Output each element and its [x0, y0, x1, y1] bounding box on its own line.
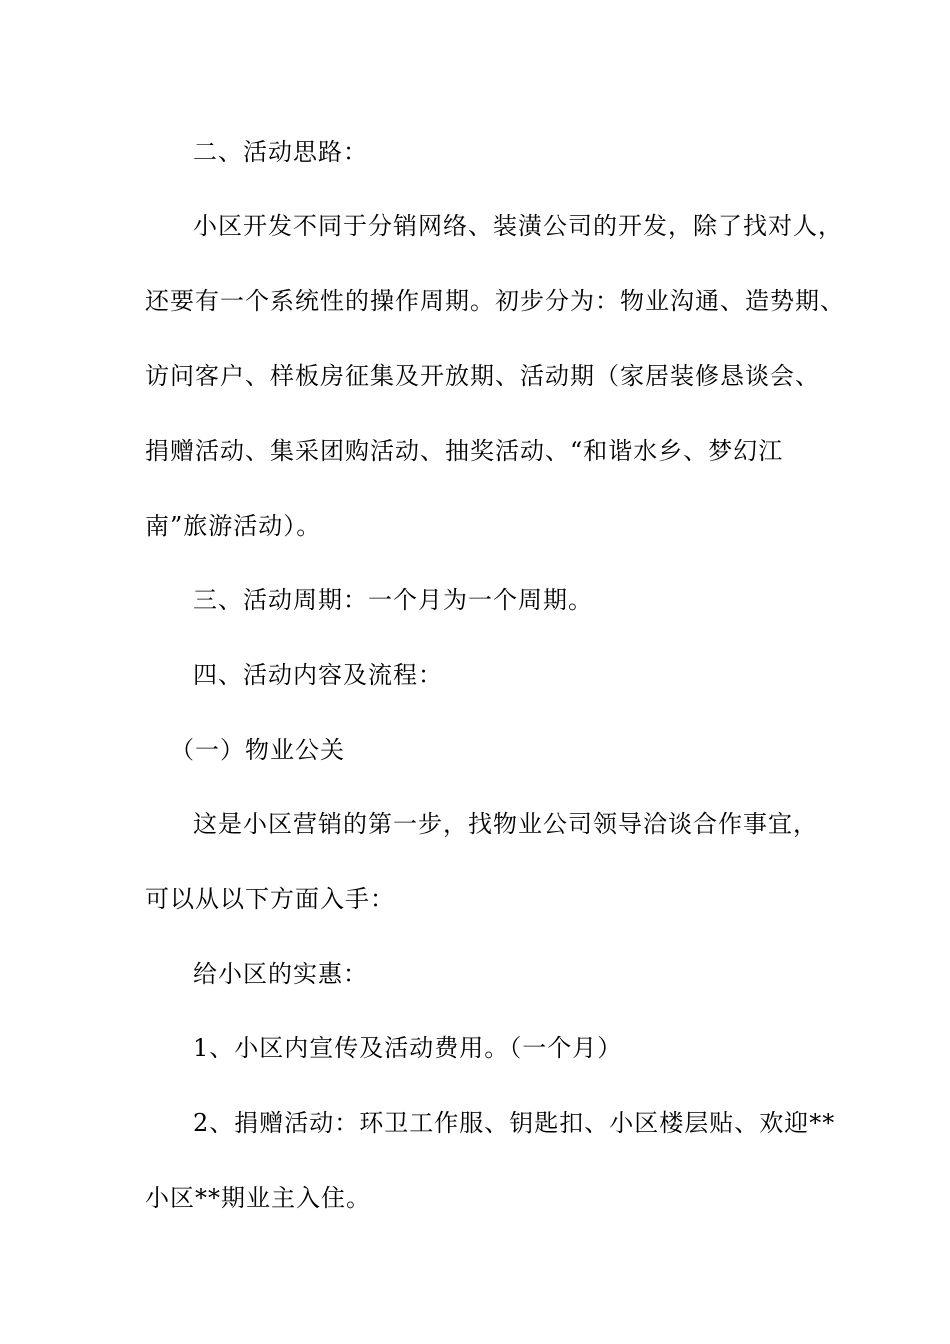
- paragraph-line: 可以从以下方面入手：: [145, 885, 395, 913]
- paragraph-line: 访问客户、样板房征集及开放期、活动期（家居装修恳谈会、: [145, 362, 820, 390]
- list-item-2: 2、捐赠活动：环卫工作服、钥匙扣、小区楼层贴、欢迎**: [193, 1109, 836, 1137]
- list-item-1: 1、小区内宣传及活动费用。（一个月）: [193, 1034, 623, 1062]
- section-heading-activity-content: 四、活动内容及流程：: [193, 661, 443, 689]
- paragraph-line: 小区开发不同于分销网络、装潢公司的开发，除了找对人，: [193, 212, 843, 240]
- benefit-heading: 给小区的实惠：: [193, 960, 368, 988]
- list-item-2-continued: 小区**期业主入住。: [145, 1184, 371, 1212]
- subsection-heading-property-pr: （一）物业公关: [170, 736, 345, 764]
- section-heading-activity-cycle: 三、活动周期：一个月为一个周期。: [193, 586, 593, 614]
- paragraph-line: 还要有一个系统性的操作周期。初步分为：物业沟通、造势期、: [145, 287, 845, 315]
- paragraph-line: 南”旅游活动）。: [145, 512, 322, 540]
- section-heading-activity-idea: 二、活动思路：: [193, 138, 368, 166]
- paragraph-line: 这是小区营销的第一步，找物业公司领导洽谈合作事宜，: [193, 810, 818, 838]
- paragraph-line: 捐赠活动、集采团购活动、抽奖活动、“和谐水乡、梦幻江: [145, 437, 784, 465]
